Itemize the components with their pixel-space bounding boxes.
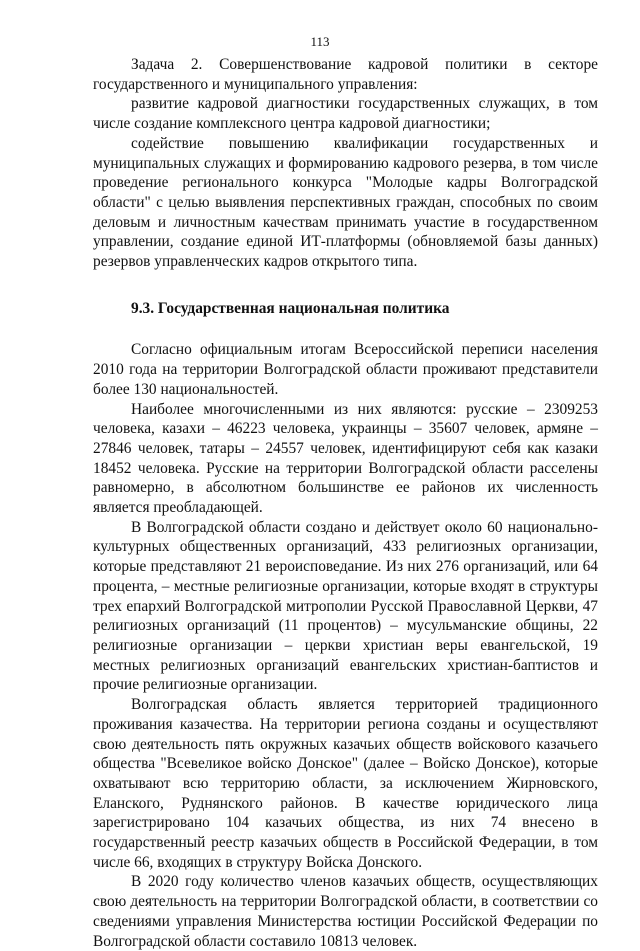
paragraph-qualification-improvement: содействие повышению квалификации государственных и муниципальных служащих и формированию кадрового резерва, в том числе проведение регионального конкурса "Молодые кадры Волгоградской области" с целью выявления перспективных граждан, способных по своим деловым и личностным качествам принимать участие в государственном управлении, создание единой ИТ-платформы (обновляемой базы данных) резервов управленческих кадров открытого типа. xyxy=(93,134,598,271)
page-number: 113 xyxy=(310,34,330,49)
paragraph-census: Согласно официальным итогам Всероссийской переписи населения 2010 года на территории Волгоградской области проживают представители более 130 национальностей. xyxy=(93,341,598,398)
paragraph-cossack-members-2020: В 2020 году количество членов казачьих обществ, осуществляющих свою деятельность на территории Волгоградской области, в соответствии со сведениями управления Министерства юстиции Российской Федерации по Волгоградской области составило 10813 человек. xyxy=(93,873,598,950)
paragraph-task-2: Задача 2. Совершенствование кадровой политики в секторе государственного и муниципального управления: xyxy=(93,56,598,93)
paragraph-personnel-diagnostics: развитие кадровой диагностики государственных служащих, в том числе создание комплексного центра кадровой диагностики; xyxy=(93,95,598,133)
paragraph-cossacks: Волгоградская область является территорией традиционного проживания казачества. На территории региона созданы и осуществляют свою деятельность пять окружных казачьих обществ войскового казачьего общества "Всевеликое войско Донское" (далее – Войско Донское), которые охватывают всю территорию области, за исключением Жирновского, Еланского, Руднянского районов. В качестве юридического лица зарегистрировано 104 казачьих общества, из них 74 внесено в государственный реестр казачьих обществ в Российской Федерации, в том числе 66, входящих в структуру Войска Донского. xyxy=(93,696,598,871)
paragraph-nationalities: Наиболее многочисленными из них являются: русские – 2309253 человека, казахи – 46223 человека, украинцы – 35607 человек, армяне – 27846 человек, татары – 24557 человек, идентифицируют себя как казаки 18452 человека. Русские на территории Волгоградской области расселены равномерно, в абсолютном большинстве ее районов их численность является преобладающей. xyxy=(93,400,598,517)
document-body xyxy=(93,55,598,951)
paragraph-organizations: В Волгоградской области создано и действует около 60 национально-культурных общественных организаций, 433 религиозных организации, которые представляют 21 вероисповедание. Из них 276 организаций, или 64 процента, – местные религиозные организации, которые входят в структуры трех епархий Волгоградской митрополии Русской Православной Церкви, 47 религиозных организаций (11 процентов) – мусульманские общины, 22 религиозные организации – церкви христиан веры евангельской, 19 местных религиозных организаций евангельских христиан-баптистов и прочие религиозные организации. xyxy=(93,518,598,694)
section-heading-national-policy: 9.3. Государственная национальная политика xyxy=(131,299,450,317)
